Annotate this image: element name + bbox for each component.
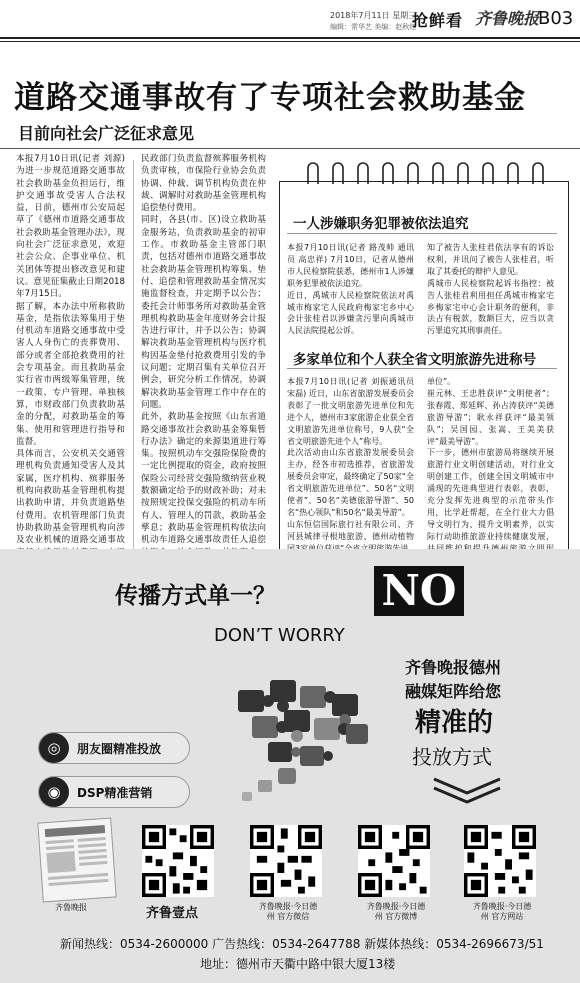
newspaper-thumbnail bbox=[37, 818, 116, 903]
article-column-2: 民政部门负责监督殡葬服务机构负责审核，市保险行业协会负责协调、仲裁、调节机构负责在仲裁、调解时对救助基金管理机构追偿垫付费用。 同时，各县(市、区)设立救助基金服务站，负责救助基金的初审工作。市救助基金主管部门职责，包括对德州市道路交通事故社会救助基金管理机构筹集、垫付、追偿和管理救助基金情况实施监督检查，并定期予以公告；委托会计师事务所对救助基金管理机构救助基金年度财务会计报告进行审计，并予以公告；协调解决救助基金管理机构与医疗机构因基金垫付抢救费用引发的争议问题；定期召集有关单位召开例会，研究分析工作情况，协调解决救助基金管理工作中存在的问题。 此外，救助基金按照《山东省道路交通事故社会救助基金筹集暂行办法》确定的来源渠道进行筹集。按照机动车交强险保险费的一定比例提取的资金，政府按照保险公司经营交强险缴纳营业税数额确定给予的财政补助；对未按照规定投保交强险的机动车所有人、管理人的罚款，救助基金孳息；救助基金管理机构依法向机动车道路交通事故责任人追偿 bbox=[141, 154, 266, 546]
puzzle-pieces-icon bbox=[208, 660, 398, 810]
wechat-qr-code-icon bbox=[250, 825, 322, 897]
page-number: B03 bbox=[538, 8, 574, 29]
header-rule-thin bbox=[0, 41, 580, 42]
article-headline: 道路交通事故有了专项社会救助基金 bbox=[14, 80, 526, 116]
section-name: 抢鲜看 bbox=[412, 11, 464, 30]
story1-title: 一人涉嫌职务犯罪被依法追究 bbox=[293, 216, 469, 232]
pill-label: 朋友圈精准投放 bbox=[77, 742, 162, 756]
story1-column-1: 本报7月10日讯(记者 路茂帅 通讯员 高忠祥) 7月10日，记者从德州市人民检察院获悉，德州市1人涉嫌职务犯罪被依法追究。 近日，禹城市人民检察院依法对禹城市梅家宅人民政府梅家宅乡中心会计张桂君以涉嫌贪污罪向禹城市人民法院提起公诉。 bbox=[287, 243, 414, 336]
qr-caption-1: 齐鲁晚报 bbox=[55, 903, 87, 912]
ad-no-badge: NO bbox=[374, 566, 464, 616]
qr-caption-4: 齐鲁晚报·今日德州 官方微博 bbox=[366, 902, 426, 921]
qr-caption-2: 齐鲁壹点 bbox=[146, 906, 199, 921]
ad-title: 传播方式单一？ bbox=[115, 583, 276, 609]
address: 地址：德州市天衢中路中银大厦13楼 bbox=[200, 957, 396, 971]
qr-code-icon bbox=[142, 825, 214, 897]
article-subhead: 目前向社会广泛征求意见 bbox=[18, 124, 195, 143]
moments-ads-pill bbox=[38, 732, 190, 764]
hotlines: 新闻热线：0534-2600000 广告热线：0534-2647788 新媒体热线：0534-2696673/51 bbox=[60, 937, 544, 951]
ad-slogan-line-4: 投放方式 bbox=[412, 745, 492, 769]
qr-caption-5: 齐鲁晚报·今日德州 官方网站 bbox=[472, 902, 532, 921]
article-column-1: 本报7月10日讯(记者 刘源) 为进一步规范道路交通事故社会救助基金负担运行，维护交通事故受害人合法权益，日前，德州市公安局起草了《德州市道路交通事故社会救助基金管理办法》，现向社会广泛征求意见，欢迎社会公众、企事业单位、机关团体等提出修改意见和建议。意见征集截止日期2018年7月15日。 据了解，本办法中所称救助基金，是指依法筹集用于垫付机动车道路交通事故中受害人人身伤亡的丧葬费用、部分或者全部抢救费用的社会专项基金。而且救助基金实行省市两级筹集管理，统一政策、专户管理、单独核算，市财政部门负责救助基金的分配，对救助基金的筹集、使用和管理进行指导和监督。 具体而言，公安机关交通管理机构负责通知受害人及其家属，医疗机构、殡葬服务机构向救助基金管理机构提出救助申请，并负责道路垫付费用。农机管理部门负责协助救助基金管理机构向涉及农业机械的道路交通事故 bbox=[16, 154, 125, 546]
ad-slogan-line-3: 精准的 bbox=[415, 708, 494, 738]
spiral-rings-icon bbox=[300, 160, 550, 186]
ad-dont-worry: DON’T WORRY bbox=[214, 625, 345, 646]
newspaper-logo: 齐鲁晚报 bbox=[475, 9, 540, 28]
column-divider bbox=[133, 160, 134, 570]
pill-label: DSP精准营销 bbox=[77, 786, 153, 800]
dsp-icon: ◉ bbox=[39, 777, 69, 807]
wechat-moments-icon: ◎ bbox=[39, 733, 69, 763]
story2-rule bbox=[287, 368, 557, 369]
story1-rule bbox=[287, 233, 557, 234]
story2-column-2: 单位”。 崔元林、王忠胜获评“文明使者”；张春霞、郑延辉、孙占涛获评“美德旅游导游”；耿永祥获评“最美领队”；吴国园、张嵩、王美美获评“最美导游”。 下一步，德州市旅游局将继续开展旅游行业文明创建活动，对行业文明创建工作，创建全国文明城市中涌现的先进典型进行表彰，表彰，充分发挥先进典型的示范带头作用，比学赶帮超，在全行业大力倡导文明行为、提升文明素养，以实际行动助推旅游业持续健康发展， bbox=[427, 377, 554, 541]
headline-rule bbox=[0, 148, 580, 149]
header-rule bbox=[0, 37, 580, 39]
dsp-marketing-pill bbox=[38, 776, 190, 808]
website-qr-code-icon bbox=[464, 825, 536, 897]
story2-title: 多家单位和个人获全省文明旅游先进称号 bbox=[293, 352, 536, 368]
weibo-qr-code-icon bbox=[358, 825, 430, 897]
ad-slogan-line-1: 齐鲁晚报德州 bbox=[405, 658, 502, 677]
story1-column-2: 知了被告人张桂君依法享有的诉讼权利，并讯问了被告人张桂君，听取了其委托的辩护人意见。 禹城市人民检察院起诉书指控：被告人张桂君利用担任禹城市梅家宅乡梅家宅中心会计职务的便利，非法占有税款，数额巨大，应当以贪污罪追究其刑事责任。 bbox=[427, 243, 554, 336]
chevron-down-icon bbox=[432, 775, 502, 805]
qr-caption-3: 齐鲁晚报·今日德州 官方微信 bbox=[258, 902, 318, 921]
issue-date: 2018年7月11日 星期三 bbox=[330, 11, 417, 20]
story2-column-1: 本报7月10日讯(记者 刘振通讯员 宋磊) 近日，山东省旅游发展委员会表彰了一批文明旅游先进单位和先进个人，德州市3家旅游企业获全省文明旅游先进单位称号，9人获“全省文明旅游先进个人”称号。 此次活动由山东省旅游发展委员会主办，经各市初选推荐，省旅游发展委员会审定，最终确定了50家“全省文明旅游先进单位”、50名“文明使者”、50名“美德旅游导游”、50名“热心领队”和50名“最美导游”。 山东恒信国际旅行社有限公司、齐河县城律寻根地旅游、德州动植物 bbox=[287, 377, 414, 541]
ad-slogan-line-2: 融媒矩阵给您 bbox=[405, 682, 502, 701]
editors-line: 编辑：常华艺 美编：赵秋红 bbox=[330, 23, 417, 31]
